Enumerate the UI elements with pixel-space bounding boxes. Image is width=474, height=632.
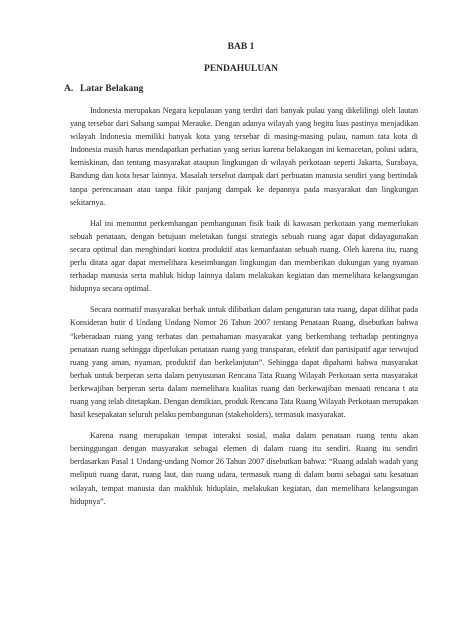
paragraph-3: Secara normatif masyarakat berhak untuk dilibatkan dalam pengaturan tata ruang, dapat dilihat pada Konsideran butir d Undang Undang Nomor 26 Tahun 2007 tentang Penataan Ruang, disebutkan bahwa “keberadaan ruang yang terbatas dan pemahaman masyarakat yang berkembang terhadap pentingnya penataan ruang sehingga diperlukan penataan ruang yang transparan, efektif dan partisipatif agar terwujud ruang yang aman, nyaman, produktif dan berkelanjutan”. Sehingga dapat dipahami bahwa masyarakat berhak untuk berperan serta dalam penyusunan Rencana Tata Ruang Wilayah Perkotaan serta masyarakat berkewajiban berperan serta dalam memelihara kualitas ruang dan berkewajiban menaati rencana t ata ruang yang telah ditetapkan. Dengan demikian, produk Rencana Tata Ruang Wilayah Perkotaan merupakan hasil kesepakatan seluruh pelaku pembangunan (stakeholders), termasuk masyarakat. [70,305,418,420]
paragraph-2: Hal ini menuntut perkembangan pembangunan fisik baik di kawasan perkotaan yang memerlukan sebuah penataan, dengan betujuan meletakan fungsi strategis sebuah ruang agar dapat didayagunakan secara optimal dan menghindari kontra produktif atas kemanfaatan sebuah ruang. Oleh karena itu, ruang perlu ditata agar dapat memelihara keseimbangan lingkungan dan memberikan dukungan yang nyaman terhadap manusia serta mahluk hidup lainnya dalam melakukan kegiatan dan memelihara kelangsungan hidupnya secara optimal. [70,218,418,294]
paragraph-1: Indonesia merupakan Negara kepulauan yang terdiri dari banyak pulau yang dikelilingi oleh lautan yang tersebar dari Sabang sampai Merauke. Dengan adanya wilayah yang begitu luas pastinya menjadikan wilayah Indonesia memiliki banyak kota yang tersebar di masing-masing pulau, namun tata kota di Indonesia masih harus mendapatkan perhatian yang serius karena belakangan ini kemacetan, polusi udara, kemiskinan, dan tentang masyarakat ataupun lingkungan di wilayah perkotaan seperti Jakarta, Surabaya, Bandung dan kota besar lainnya. Masalah tersebut dampak dari perbuatan manusia sendiri yang bertindak tanpa perencanaan atau tanpa fikir panjang dampak ke depannya pada masyarakat dan lingkungan sekitarnya. [70,106,418,207]
paragraph-4: Karena ruang merupakan tempat interaksi sosial, maka dalam penataan ruang tentu akan bersinggungan dengan masyarakat sebagai elemen di dalam ruang itu sendiri. Ruang itu sendiri berdasarkan Pasal 1 Undang-undang Nomor 26 Tahun 2007 disebutkan bahwa: “Ruang adalah wadah yang meliputi ruang darat, ruang laut, dan ruang udara, termasuk ruang di dalam bumi sebagai satu kesatuan wilayah, tempat manusia dan makhluk hiduplain, melakukan kegiatan, dan memelihara kelangsungan hidupnya”. [70,431,418,506]
chapter-heading: BAB 1 [227,42,255,52]
chapter-title: PENDAHULUAN [204,64,278,74]
section-number: A. [64,84,74,94]
section-title: Latar Belakang [80,84,144,94]
section-heading [64,84,418,94]
